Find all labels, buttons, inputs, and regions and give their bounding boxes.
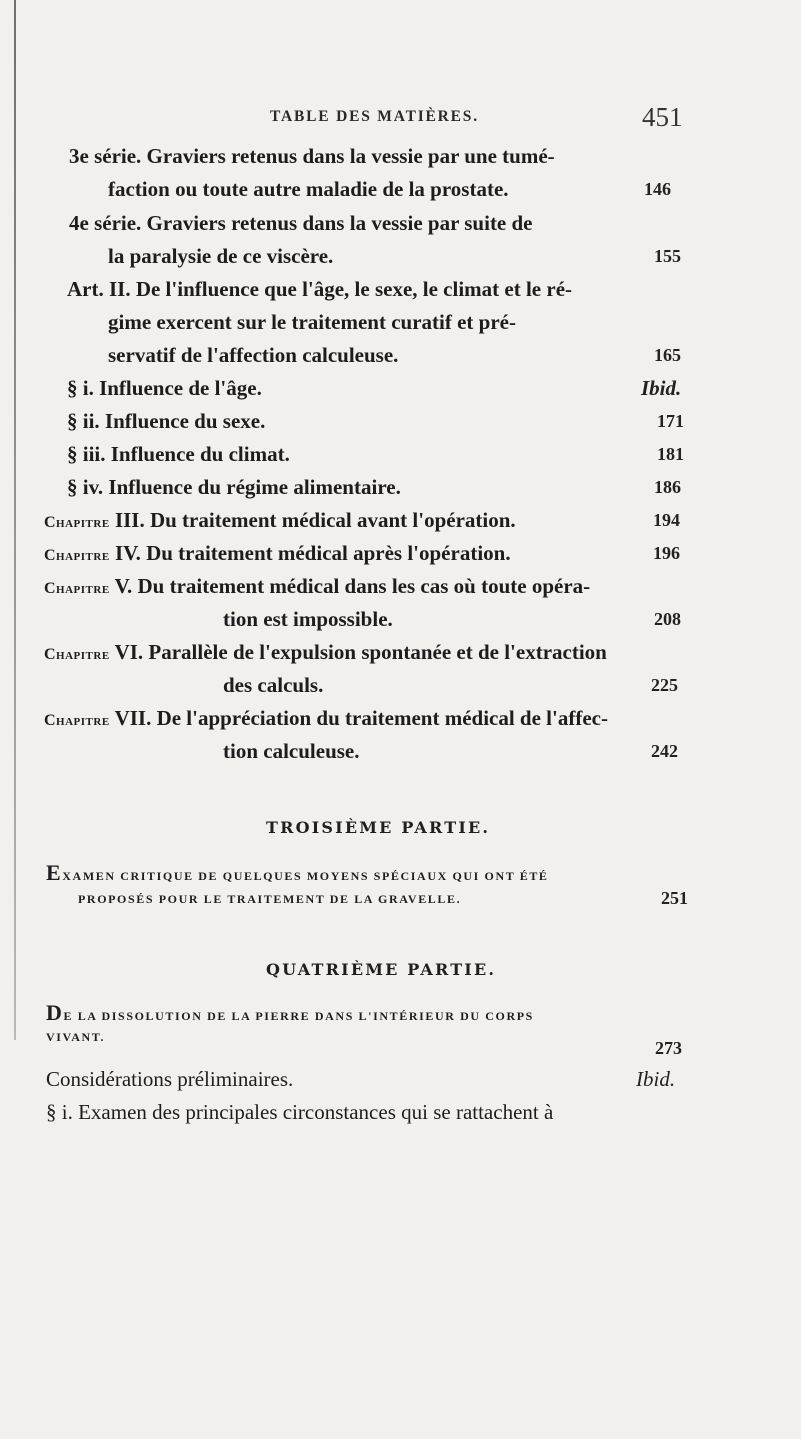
toc-line: Art. II. De l'influence que l'âge, le sexe, le climat et le ré- <box>67 277 573 301</box>
toc-line: Chapitre III. Du traitement médical avant l'opération. <box>44 508 516 532</box>
toc-page-number: Ibid. <box>641 376 682 400</box>
toc-page-number: 155 <box>654 246 681 266</box>
toc-page-number: 194 <box>653 510 680 530</box>
part3-page-number: 251 <box>661 888 688 908</box>
part3-heading: TROISIÈME PARTIE. <box>266 818 491 837</box>
header-page-number: 451 <box>642 102 683 132</box>
toc-line: Chapitre VI. Parallèle de l'expulsion spontanée et de l'extraction <box>44 640 607 664</box>
part3-title-line2: PROPOSÉS POUR LE TRAITEMENT DE LA GRAVELLE. <box>78 892 462 906</box>
toc-line: Considérations préliminaires. <box>46 1067 294 1091</box>
toc-line: faction ou toute autre maladie de la prostate. <box>108 177 509 201</box>
toc-line: § iv. Influence du régime alimentaire. <box>67 475 401 499</box>
part3-title-line1: EXAMEN CRITIQUE DE QUELQUES MOYENS SPÉCIAUX QUI ONT ÉTÉ <box>46 860 549 885</box>
toc-page-number: 171 <box>657 411 684 431</box>
toc-line: 3e série. Graviers retenus dans la vessie par une tumé- <box>69 144 555 168</box>
part4-heading: QUATRIÈME PARTIE. <box>266 960 497 979</box>
toc-line: tion calculeuse. <box>223 739 360 763</box>
running-header <box>270 104 690 134</box>
toc-page-number: 186 <box>654 477 681 497</box>
toc-line: 4e série. Graviers retenus dans la vessie par suite de <box>69 211 533 235</box>
toc-line: Chapitre IV. Du traitement médical après l'opération. <box>44 541 511 565</box>
header-title: TABLE DES MATIÈRES. <box>270 108 479 125</box>
toc-page-number: 196 <box>653 543 680 563</box>
toc-line: Chapitre VII. De l'appréciation du traitement médical de l'affec- <box>44 706 608 730</box>
toc-page-number: Ibid. <box>636 1067 676 1091</box>
toc-page-number: 242 <box>651 741 678 761</box>
toc-page-number: 225 <box>651 675 678 695</box>
toc-line: des calculs. <box>223 673 324 697</box>
toc-page-number: 165 <box>654 345 681 365</box>
toc-page-number: 181 <box>657 444 684 464</box>
part4-title-line1: DE LA DISSOLUTION DE LA PIERRE DANS L'INTÉRIEUR DU CORPS <box>46 1000 534 1025</box>
toc-line: § iii. Influence du climat. <box>67 442 290 466</box>
toc-line: tion est impossible. <box>223 607 393 631</box>
page-edge-shadow <box>14 0 16 1040</box>
toc-line: § i. Influence de l'âge. <box>67 376 262 400</box>
toc-line: la paralysie de ce viscère. <box>108 244 334 268</box>
toc-line: § ii. Influence du sexe. <box>67 409 266 433</box>
toc-line: § i. Examen des principales circonstances qui se rattachent à <box>46 1100 554 1124</box>
toc-page-number: 208 <box>654 609 681 629</box>
toc-line: Chapitre V. Du traitement médical dans les cas où toute opéra- <box>44 574 591 598</box>
part4-title-line2: VIVANT. <box>46 1030 106 1044</box>
toc-page-number: 146 <box>644 179 671 199</box>
toc-line: gime exercent sur le traitement curatif et pré- <box>108 310 516 334</box>
toc-line: servatif de l'affection calculeuse. <box>108 343 399 367</box>
part4-page-number: 273 <box>655 1038 682 1058</box>
